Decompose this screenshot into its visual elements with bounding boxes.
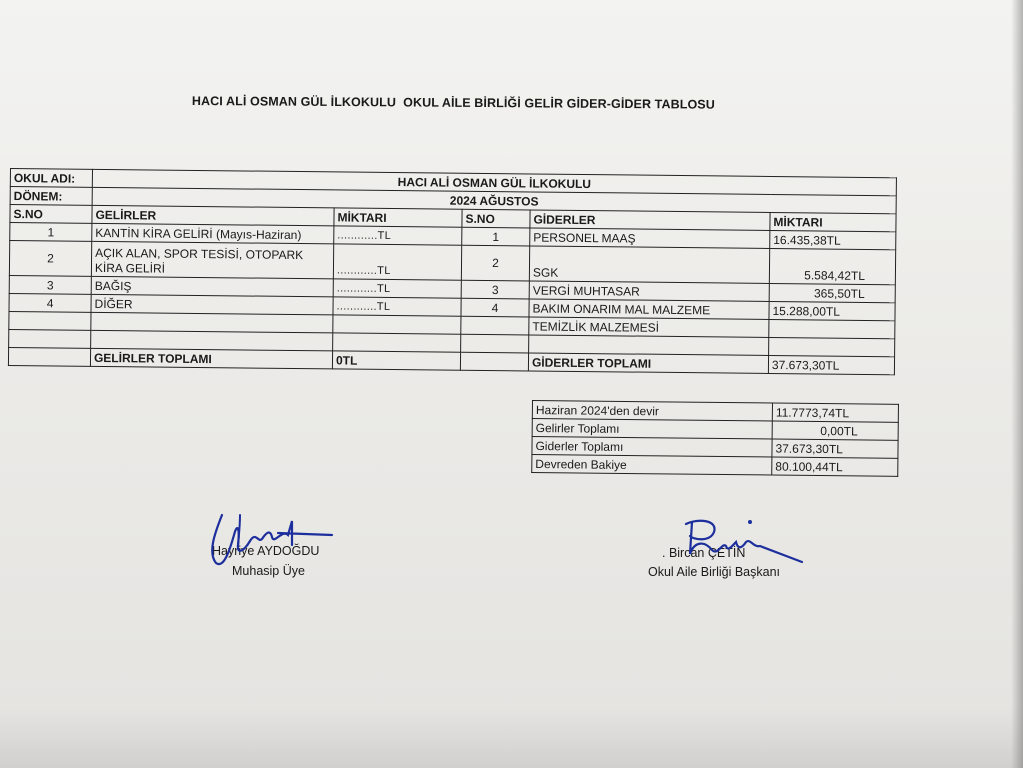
expense-no: 1 <box>462 227 530 246</box>
income-no: 2 <box>9 241 91 277</box>
balance-summary-table <box>531 400 899 477</box>
right-signer-role: Okul Aile Birliği Başkanı <box>648 565 781 579</box>
expense-item: PERSONEL MAAŞ <box>530 228 770 249</box>
empty-cell <box>461 316 529 335</box>
document-title: HACI ALİ OSMAN GÜL İLKOKULU OKUL AİLE BİRLİĞİ GELİR GİDER-GİDER TABLOSU <box>191 94 715 112</box>
expense-item: SGK <box>529 246 769 284</box>
expense-item: VERGİ MUHTASAR <box>529 281 769 302</box>
right-signer-name: . Bircan ÇETİN <box>662 546 746 560</box>
summary-label: Giderler Toplamı <box>532 437 772 458</box>
income-item-line: AÇIK ALAN, SPOR TESİSİ, OTOPARK <box>95 245 304 263</box>
expense-no: 2 <box>461 245 529 281</box>
expense-item: BAKIM ONARIM MAL MALZEME <box>529 299 769 320</box>
summary-label: Devreden Bakiye <box>532 455 772 476</box>
empty-cell <box>460 352 528 371</box>
handwritten-signature-left <box>200 505 340 575</box>
income-no: 4 <box>9 293 91 312</box>
col-sno-expense: S.NO <box>462 209 530 228</box>
col-income-amount: MİKTARI <box>334 208 462 227</box>
income-total-label: GELİRLER TOPLAMI <box>90 348 332 369</box>
expense-no: 4 <box>461 298 529 317</box>
income-amount: ............TL <box>333 297 461 316</box>
paper-edge-shadow <box>1011 0 1023 768</box>
income-item <box>91 241 333 279</box>
handwritten-signature-right <box>668 512 808 572</box>
col-sno-income: S.NO <box>10 205 92 224</box>
income-item: KANTİN KİRA GELİRİ (Mayıs-Haziran) <box>92 223 334 244</box>
empty-cell <box>333 315 461 334</box>
col-expense-amount: MİKTARI <box>770 212 896 231</box>
expense-amount: 5.584,42TL <box>769 248 895 284</box>
summary-label: Gelirler Toplamı <box>532 419 772 440</box>
school-name-label: OKUL ADI: <box>10 169 92 188</box>
period-value: 2024 AĞUSTOS <box>92 187 896 213</box>
period-label: DÖNEM: <box>10 187 92 206</box>
empty-cell <box>8 347 90 366</box>
expense-amount: 15.288,00TL <box>769 301 895 320</box>
income-item-line: KİRA GELİRİ <box>94 260 166 276</box>
expense-amount: 365,50TL <box>769 283 895 302</box>
empty-cell <box>333 333 461 352</box>
empty-cell <box>461 334 529 353</box>
expense-amount: 16.435,38TL <box>770 230 896 249</box>
col-income: GELİRLER <box>92 205 334 226</box>
income-amount: ............TL <box>334 226 462 245</box>
income-no: 1 <box>10 223 92 242</box>
expense-no: 3 <box>461 280 529 299</box>
expense-item: TEMİZLİK MALZEMESİ <box>529 317 769 338</box>
left-signer-role: Muhasip Üye <box>232 564 305 578</box>
summary-value: 11.7773,74TL <box>772 403 898 422</box>
school-name-value: HACI ALİ OSMAN GÜL İLKOKULU <box>92 169 896 195</box>
income-amount: ............TL <box>333 279 461 298</box>
paper-bottom-shadow <box>0 708 1023 768</box>
summary-row <box>532 455 898 477</box>
left-signer-name: Hayriye AYDOĞDU <box>212 544 320 558</box>
empty-cell <box>769 319 895 338</box>
summary-value: 0,00TL <box>772 421 898 440</box>
expense-total-label: GİDERLER TOPLAMI <box>528 353 768 374</box>
expense-total-value: 37.673,30TL <box>768 355 894 374</box>
summary-value: 80.100,44TL <box>772 457 898 476</box>
summary-label: Haziran 2024'den devir <box>532 401 772 422</box>
income-item: BAĞIŞ <box>91 276 333 297</box>
income-no: 3 <box>9 275 91 294</box>
income-total-value: 0TL <box>332 351 460 370</box>
income-amount: ............TL <box>333 244 461 280</box>
empty-cell <box>9 311 91 330</box>
empty-cell <box>769 337 895 356</box>
income-item: DİĞER <box>91 294 333 315</box>
summary-value: 37.673,30TL <box>772 439 898 458</box>
income-expense-table <box>8 168 897 375</box>
empty-cell <box>9 329 91 348</box>
col-expense: GİDERLER <box>530 210 770 231</box>
